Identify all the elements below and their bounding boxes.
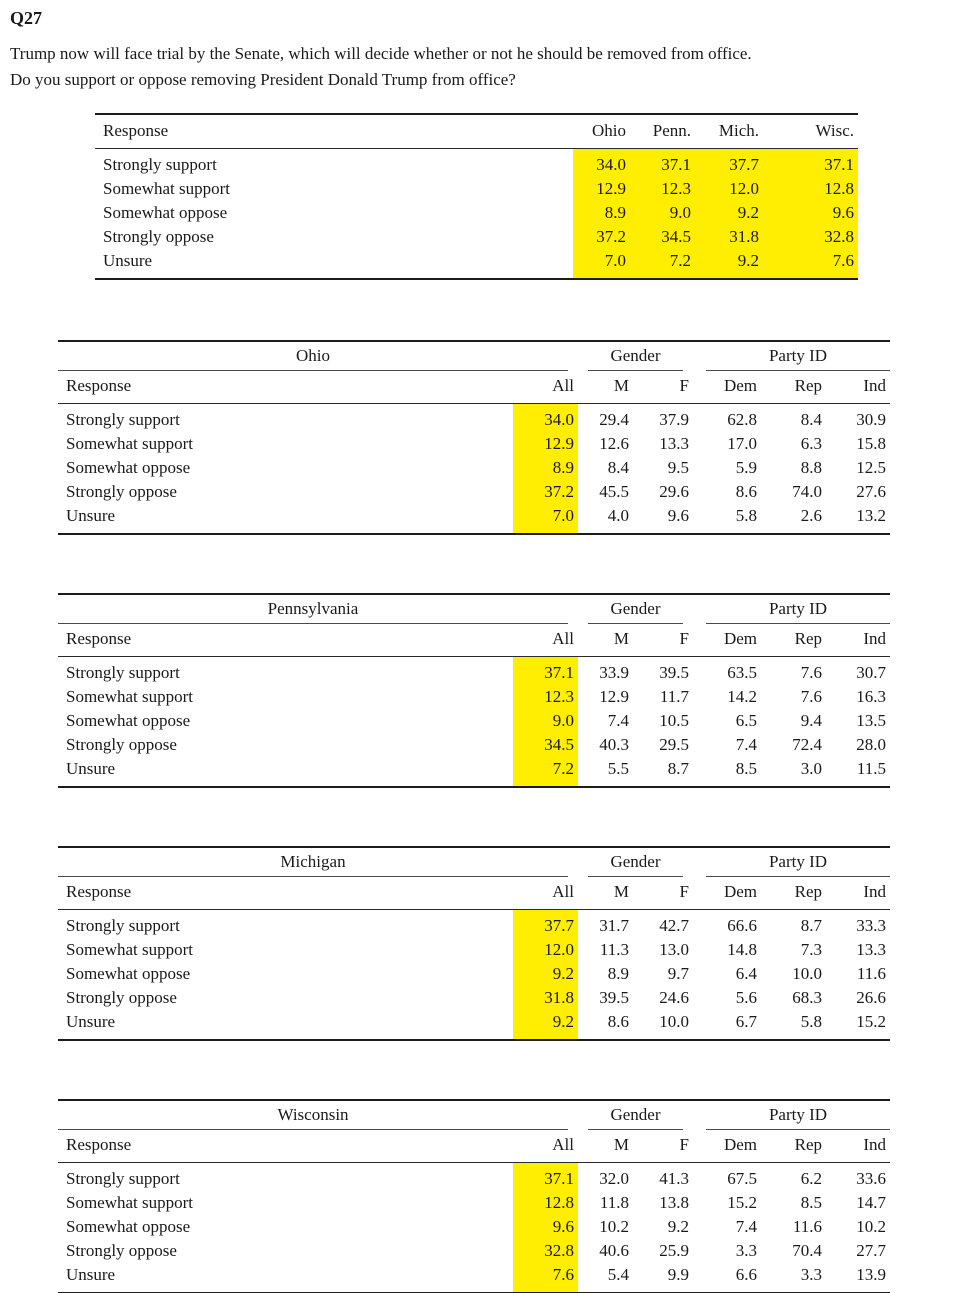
value-cell: 10.2 <box>599 1217 629 1236</box>
value-cell: 29.5 <box>659 735 689 754</box>
value-cell: 24.6 <box>659 988 689 1007</box>
row-label: Strongly oppose <box>66 735 177 754</box>
table-row <box>58 733 890 757</box>
column-header: Rep <box>761 624 826 657</box>
gender-group-cell <box>578 847 693 877</box>
group-header-party-id: Party ID <box>768 346 828 365</box>
state-table-title: Michigan <box>280 852 346 871</box>
column-header: Response <box>58 624 513 657</box>
value-cell: 14.8 <box>727 940 757 959</box>
row-label: Unsure <box>66 759 116 778</box>
table-row <box>58 709 890 733</box>
highlighted-value-cell: 9.0 <box>513 709 578 733</box>
row-label: Somewhat oppose <box>66 964 191 983</box>
column-header-row <box>58 1130 890 1163</box>
value-cell: 3.3 <box>800 1265 822 1284</box>
highlighted-value-cell: 31.8 <box>695 225 763 249</box>
group-header-party-id: Party ID <box>768 1105 828 1124</box>
highlighted-value-cell: 7.2 <box>513 757 578 787</box>
value-cell: 30.7 <box>856 663 887 682</box>
highlighted-value-cell: 9.2 <box>513 962 578 986</box>
value-cell: 29.6 <box>659 482 689 501</box>
value-cell: 9.7 <box>667 964 689 983</box>
row-label: Strongly oppose <box>66 988 177 1007</box>
gender-group-cell <box>578 594 693 624</box>
value-cell: 17.0 <box>727 434 757 453</box>
table-row <box>58 1239 890 1263</box>
row-label: Strongly support <box>66 663 180 682</box>
value-cell: 13.5 <box>856 711 887 730</box>
highlighted-value-cell: 7.6 <box>763 249 858 279</box>
table-row <box>58 1163 890 1192</box>
column-header-row <box>58 877 890 910</box>
party-id-group-cell <box>693 1100 890 1130</box>
highlighted-value-cell: 12.8 <box>763 177 858 201</box>
question-text-line2: Do you support or oppose removing President Donald Trump from office? <box>10 70 516 89</box>
value-cell: 5.8 <box>735 506 757 525</box>
highlighted-value-cell: 34.0 <box>573 149 630 178</box>
highlighted-value-cell: 9.2 <box>695 201 763 225</box>
value-cell: 14.7 <box>856 1193 887 1212</box>
table-row <box>58 657 890 686</box>
value-cell: 4.0 <box>607 506 629 525</box>
highlighted-value-cell: 8.9 <box>513 456 578 480</box>
column-header: Rep <box>761 1130 826 1163</box>
column-header: Ind <box>826 877 890 910</box>
value-cell: 6.6 <box>735 1265 757 1284</box>
value-cell: 41.3 <box>659 1169 689 1188</box>
column-header: All <box>513 624 578 657</box>
value-cell: 8.6 <box>735 482 757 501</box>
value-cell: 7.3 <box>800 940 822 959</box>
state-table-body <box>58 910 890 1041</box>
value-cell: 32.0 <box>599 1169 629 1188</box>
value-cell: 40.3 <box>599 735 629 754</box>
highlighted-value-cell: 8.9 <box>573 201 630 225</box>
value-cell: 33.3 <box>856 916 887 935</box>
value-cell: 9.2 <box>667 1217 689 1236</box>
value-cell: 16.3 <box>856 687 887 706</box>
value-cell: 11.8 <box>599 1193 629 1212</box>
column-header: Ind <box>826 624 890 657</box>
value-cell: 11.6 <box>856 964 887 983</box>
gender-group-cell <box>578 341 693 371</box>
value-cell: 40.6 <box>599 1241 629 1260</box>
value-cell: 13.0 <box>659 940 689 959</box>
highlighted-value-cell: 37.2 <box>573 225 630 249</box>
highlighted-value-cell: 34.5 <box>630 225 695 249</box>
column-header: Rep <box>761 877 826 910</box>
table-row <box>58 757 890 787</box>
column-header: F <box>633 877 693 910</box>
row-label: Strongly support <box>66 916 180 935</box>
column-header: M <box>578 624 633 657</box>
table-row <box>58 1010 890 1040</box>
value-cell: 26.6 <box>856 988 887 1007</box>
table-row <box>58 938 890 962</box>
value-cell: 11.7 <box>659 687 689 706</box>
column-header: Dem <box>693 1130 761 1163</box>
column-header: Ind <box>826 371 890 404</box>
value-cell: 7.6 <box>800 687 822 706</box>
state-table-title: Pennsylvania <box>267 599 359 618</box>
highlighted-value-cell: 12.0 <box>513 938 578 962</box>
column-header: All <box>513 877 578 910</box>
value-cell: 12.5 <box>856 458 887 477</box>
value-cell: 10.2 <box>856 1217 887 1236</box>
highlighted-value-cell: 7.2 <box>630 249 695 279</box>
question-text <box>10 41 951 93</box>
value-cell: 12.9 <box>599 687 629 706</box>
row-label: Somewhat oppose <box>103 203 228 222</box>
value-cell: 63.5 <box>727 663 757 682</box>
highlighted-value-cell: 9.6 <box>763 201 858 225</box>
row-label: Somewhat oppose <box>66 1217 191 1236</box>
value-cell: 10.0 <box>659 1012 689 1031</box>
value-cell: 70.4 <box>792 1241 822 1260</box>
highlighted-value-cell: 32.8 <box>763 225 858 249</box>
state-table-title: Ohio <box>296 346 330 365</box>
table-row <box>58 504 890 534</box>
state-table-wisconsin <box>58 1099 890 1293</box>
state-table-body <box>58 657 890 788</box>
value-cell: 66.6 <box>727 916 757 935</box>
party-id-group-cell <box>693 847 890 877</box>
column-header: M <box>578 877 633 910</box>
table-row <box>58 456 890 480</box>
row-label: Unsure <box>66 1012 116 1031</box>
highlighted-value-cell: 7.0 <box>573 249 630 279</box>
summary-header-row <box>95 114 858 149</box>
value-cell: 13.2 <box>856 506 887 525</box>
highlighted-value-cell: 12.9 <box>513 432 578 456</box>
value-cell: 7.4 <box>607 711 629 730</box>
value-cell: 5.5 <box>607 759 629 778</box>
group-header-gender: Gender <box>610 599 661 618</box>
state-table-michigan <box>58 846 890 1041</box>
highlighted-value-cell: 37.7 <box>695 149 763 178</box>
column-header: All <box>513 1130 578 1163</box>
state-title-cell <box>58 341 578 371</box>
value-cell: 28.0 <box>856 735 887 754</box>
question-id: Q27 <box>10 8 43 28</box>
state-table-ohio <box>58 340 890 535</box>
value-cell: 15.2 <box>727 1193 757 1212</box>
group-header-row <box>58 341 890 371</box>
column-header: Response <box>58 1130 513 1163</box>
value-cell: 9.6 <box>667 506 689 525</box>
column-header: Ind <box>826 1130 890 1163</box>
value-cell: 3.3 <box>735 1241 757 1260</box>
column-header: F <box>633 624 693 657</box>
value-cell: 42.7 <box>659 916 689 935</box>
group-header-party-id: Party ID <box>768 852 828 871</box>
row-label: Somewhat support <box>66 687 194 706</box>
value-cell: 8.8 <box>800 458 822 477</box>
highlighted-value-cell: 31.8 <box>513 986 578 1010</box>
highlighted-value-cell: 12.9 <box>573 177 630 201</box>
table-row <box>95 201 858 225</box>
value-cell: 37.9 <box>659 410 689 429</box>
column-header-ohio: Ohio <box>573 114 630 149</box>
highlighted-value-cell: 12.3 <box>513 685 578 709</box>
highlighted-value-cell: 37.7 <box>513 910 578 939</box>
value-cell: 8.9 <box>607 964 629 983</box>
column-header: Response <box>58 877 513 910</box>
highlighted-value-cell: 37.1 <box>513 657 578 686</box>
group-header-gender: Gender <box>610 346 661 365</box>
table-row <box>58 404 890 433</box>
state-table-body <box>58 404 890 535</box>
value-cell: 11.6 <box>792 1217 822 1236</box>
highlighted-value-cell: 32.8 <box>513 1239 578 1263</box>
value-cell: 25.9 <box>659 1241 689 1260</box>
row-label: Somewhat support <box>103 179 231 198</box>
group-header-row <box>58 1100 890 1130</box>
table-row <box>58 1263 890 1293</box>
row-label: Somewhat support <box>66 940 194 959</box>
table-row <box>58 962 890 986</box>
value-cell: 5.4 <box>607 1265 629 1284</box>
table-row <box>58 986 890 1010</box>
column-header: F <box>633 371 693 404</box>
column-header: Response <box>58 371 513 404</box>
highlighted-value-cell: 34.5 <box>513 733 578 757</box>
table-row <box>58 1191 890 1215</box>
value-cell: 7.4 <box>735 735 757 754</box>
group-header-party-id: Party ID <box>768 599 828 618</box>
value-cell: 33.6 <box>856 1169 887 1188</box>
highlighted-value-cell: 9.0 <box>630 201 695 225</box>
value-cell: 11.5 <box>856 759 887 778</box>
value-cell: 10.0 <box>792 964 822 983</box>
state-title-cell <box>58 1100 578 1130</box>
party-id-group-cell <box>693 594 890 624</box>
highlighted-value-cell: 12.8 <box>513 1191 578 1215</box>
table-row <box>95 249 858 279</box>
value-cell: 6.2 <box>800 1169 822 1188</box>
value-cell: 68.3 <box>792 988 822 1007</box>
value-cell: 8.4 <box>800 410 822 429</box>
row-label: Unsure <box>66 1265 116 1284</box>
table-row <box>95 149 858 178</box>
row-label: Somewhat oppose <box>66 458 191 477</box>
value-cell: 6.7 <box>735 1012 757 1031</box>
value-cell: 7.4 <box>735 1217 757 1236</box>
value-cell: 62.8 <box>727 410 757 429</box>
value-cell: 9.5 <box>667 458 689 477</box>
value-cell: 2.6 <box>800 506 822 525</box>
state-table-title: Wisconsin <box>277 1105 349 1124</box>
highlighted-value-cell: 37.1 <box>630 149 695 178</box>
highlighted-value-cell: 7.0 <box>513 504 578 534</box>
row-label: Strongly support <box>103 155 217 174</box>
value-cell: 8.4 <box>607 458 629 477</box>
table-row <box>58 1215 890 1239</box>
row-label: Strongly oppose <box>66 1241 177 1260</box>
value-cell: 33.9 <box>599 663 629 682</box>
column-header: All <box>513 371 578 404</box>
value-cell: 67.5 <box>727 1169 757 1188</box>
column-header-response: Response <box>95 114 573 149</box>
table-row <box>58 480 890 504</box>
value-cell: 9.4 <box>800 711 822 730</box>
highlighted-value-cell: 9.2 <box>695 249 763 279</box>
value-cell: 8.5 <box>800 1193 822 1212</box>
value-cell: 29.4 <box>599 410 629 429</box>
value-cell: 5.8 <box>800 1012 822 1031</box>
value-cell: 39.5 <box>599 988 629 1007</box>
value-cell: 10.5 <box>659 711 689 730</box>
table-row <box>58 432 890 456</box>
value-cell: 5.6 <box>735 988 757 1007</box>
group-header-row <box>58 847 890 877</box>
group-header-gender: Gender <box>610 852 661 871</box>
value-cell: 45.5 <box>599 482 629 501</box>
row-label: Unsure <box>103 251 153 270</box>
column-header: M <box>578 371 633 404</box>
state-tables <box>10 340 951 1293</box>
row-label: Strongly support <box>66 410 180 429</box>
value-cell: 9.9 <box>667 1265 689 1284</box>
value-cell: 15.8 <box>856 434 887 453</box>
column-header: Dem <box>693 371 761 404</box>
state-title-cell <box>58 594 578 624</box>
column-header-mich: Mich. <box>695 114 763 149</box>
value-cell: 15.2 <box>856 1012 887 1031</box>
value-cell: 11.3 <box>599 940 629 959</box>
row-label: Somewhat oppose <box>66 711 191 730</box>
value-cell: 5.9 <box>735 458 757 477</box>
state-title-cell <box>58 847 578 877</box>
highlighted-value-cell: 12.3 <box>630 177 695 201</box>
value-cell: 72.4 <box>792 735 822 754</box>
column-header: M <box>578 1130 633 1163</box>
party-id-group-cell <box>693 341 890 371</box>
value-cell: 3.0 <box>800 759 822 778</box>
group-header-gender: Gender <box>610 1105 661 1124</box>
highlighted-value-cell: 37.1 <box>763 149 858 178</box>
value-cell: 12.6 <box>599 434 629 453</box>
row-label: Strongly support <box>66 1169 180 1188</box>
column-header: F <box>633 1130 693 1163</box>
value-cell: 6.3 <box>800 434 822 453</box>
column-header: Dem <box>693 624 761 657</box>
column-header-wisc: Wisc. <box>763 114 858 149</box>
summary-table <box>95 113 858 280</box>
value-cell: 14.2 <box>727 687 757 706</box>
row-label: Strongly oppose <box>66 482 177 501</box>
table-row <box>58 910 890 939</box>
column-header-penn: Penn. <box>630 114 695 149</box>
row-label: Unsure <box>66 506 116 525</box>
value-cell: 13.9 <box>856 1265 887 1284</box>
highlighted-value-cell: 34.0 <box>513 404 578 433</box>
question-text-line1: Trump now will face trial by the Senate, which will decide whether or not he should be removed from office. <box>10 44 752 63</box>
value-cell: 30.9 <box>856 410 887 429</box>
value-cell: 13.3 <box>659 434 689 453</box>
value-cell: 74.0 <box>792 482 822 501</box>
value-cell: 27.7 <box>856 1241 887 1260</box>
table-row <box>95 177 858 201</box>
state-table-pennsylvania <box>58 593 890 788</box>
highlighted-value-cell: 9.2 <box>513 1010 578 1040</box>
value-cell: 6.5 <box>735 711 757 730</box>
row-label: Somewhat support <box>66 1193 194 1212</box>
value-cell: 8.6 <box>607 1012 629 1031</box>
value-cell: 6.4 <box>735 964 757 983</box>
value-cell: 31.7 <box>599 916 629 935</box>
value-cell: 8.7 <box>667 759 689 778</box>
summary-table-body <box>95 149 858 280</box>
value-cell: 39.5 <box>659 663 689 682</box>
value-cell: 27.6 <box>856 482 887 501</box>
highlighted-value-cell: 7.6 <box>513 1263 578 1293</box>
row-label: Strongly oppose <box>103 227 214 246</box>
value-cell: 13.3 <box>856 940 887 959</box>
column-header-row <box>58 624 890 657</box>
group-header-row <box>58 594 890 624</box>
highlighted-value-cell: 12.0 <box>695 177 763 201</box>
highlighted-value-cell: 9.6 <box>513 1215 578 1239</box>
column-header: Dem <box>693 877 761 910</box>
value-cell: 7.6 <box>800 663 822 682</box>
highlighted-value-cell: 37.1 <box>513 1163 578 1192</box>
value-cell: 13.8 <box>659 1193 689 1212</box>
column-header-row <box>58 371 890 404</box>
table-row <box>58 685 890 709</box>
value-cell: 8.7 <box>800 916 822 935</box>
row-label: Somewhat support <box>66 434 194 453</box>
table-row <box>95 225 858 249</box>
gender-group-cell <box>578 1100 693 1130</box>
column-header: Rep <box>761 371 826 404</box>
state-table-body <box>58 1163 890 1293</box>
value-cell: 8.5 <box>735 759 757 778</box>
highlighted-value-cell: 37.2 <box>513 480 578 504</box>
